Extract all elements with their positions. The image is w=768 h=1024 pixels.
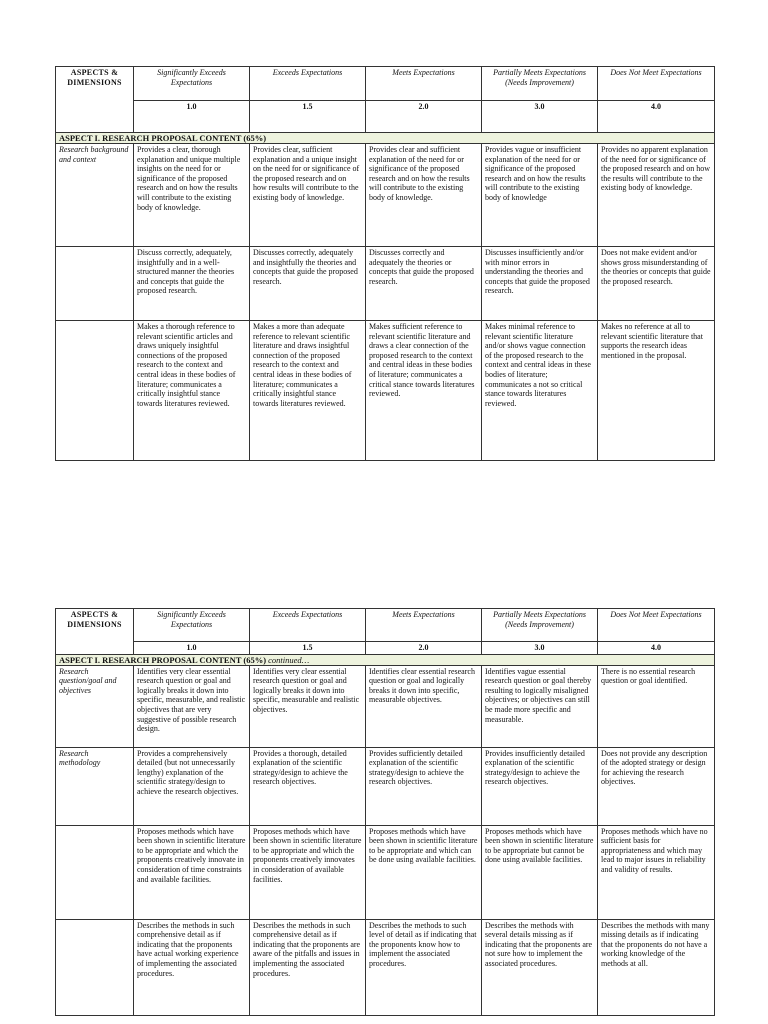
rubric-cell: Makes no reference at all to relevant scientific literature that supports the research ideas mentioned in the proposal.	[598, 321, 715, 461]
rubric-cell: Provides a thorough, detailed explanation of the scientific strategy/design to achieve the research objectives.	[250, 747, 366, 825]
rubric-cell: Does not make evident and/or shows gross misunderstanding of the theories or concepts that guide the proposed research.	[598, 247, 715, 321]
level-header-significantly-exceeds: Significantly Exceeds Expectations	[134, 609, 250, 642]
dimension-label	[56, 321, 134, 461]
rubric-cell: Makes a thorough reference to relevant scientific articles and draws uniquely insightful connections of the proposed research to the context and central ideas in these bodies of literature; communicates a critically insightful stance towards literatures reviewed.	[134, 321, 250, 461]
score-1-5: 1.5	[250, 101, 366, 133]
section-heading	[56, 133, 715, 144]
score-4-0: 4.0	[598, 101, 715, 133]
rubric-cell: Describes the methods with several details missing as if indicating that the proponents are not sure how to implement the associated procedures.	[482, 919, 598, 1015]
rubric-cell: Does not provide any description of the adopted strategy or design for achieving the research objectives.	[598, 747, 715, 825]
rubric-cell: Provides no apparent explanation of the need for or significance of the proposed research and on how the results will contribute to the existing body of knowledge.	[598, 144, 715, 247]
level-header-significantly-exceeds: Significantly Exceeds Expectations	[134, 67, 250, 101]
aspects-dimensions-header: ASPECTS & DIMENSIONS	[56, 67, 134, 133]
rubric-cell: Provides insufficiently detailed explanation of the scientific strategy/design to achieve the research objectives.	[482, 747, 598, 825]
level-header-partially-meets: Partially Meets Expectations (Needs Improvement)	[482, 67, 598, 101]
level-header-meets: Meets Expectations	[366, 609, 482, 642]
aspects-dimensions-header: ASPECTS & DIMENSIONS	[56, 609, 134, 655]
score-1-5: 1.5	[250, 642, 366, 655]
rubric-cell: There is no essential research question or goal identified.	[598, 665, 715, 747]
dimension-label: Research background and context	[56, 144, 134, 247]
rubric-cell: Makes a more than adequate reference to relevant scientific literature and draws insightful connection of the proposed research to the context and central ideas in these bodies of literature; communicates a critically insightful stance towards literatures reviewed.	[250, 321, 366, 461]
rubric-cell: Makes minimal reference to relevant scientific literature and/or shows vague connection of the proposed research to the context and central ideas in these bodies of literature; communicates a not so critical stance towards literatures reviewed.	[482, 321, 598, 461]
rubric-cell: Provides clear, sufficient explanation and a unique insight on the need for or significance of the proposed research and on how results will contribute to the existing body of knowledge.	[250, 144, 366, 247]
rubric-cell: Describes the methods in such comprehensive detail as if indicating that the proponents have actual working experience of implementing the associated procedures.	[134, 919, 250, 1015]
rubric-cell: Discusses correctly and adequately the theories or concepts that guide the proposed research.	[366, 247, 482, 321]
rubric-cell: Proposes methods which have no sufficient basis for appropriateness and which may lead to major issues in reliability and validity of results.	[598, 825, 715, 919]
dimension-label	[56, 825, 134, 919]
score-3-0: 3.0	[482, 642, 598, 655]
rubric-cell: Identifies very clear essential research question or goal and logically breaks it down into specific, measurable and realistic objectives.	[250, 665, 366, 747]
score-2-0: 2.0	[366, 642, 482, 655]
rubric-cell: Provides a comprehensively detailed (but not unnecessarily lengthy) explanation of the scientific strategy/design to achieve the research objectives.	[134, 747, 250, 825]
rubric-cell: Proposes methods which have been shown in scientific literature to be appropriate and which the proponents creatively innovate in consideration of time constraints and available facilities.	[134, 825, 250, 919]
rubric-cell: Provides clear and sufficient explanation of the need for or significance of the proposed research and on how the results will contribute to the existing body of knowledge.	[366, 144, 482, 247]
section-title: ASPECT I. RESEARCH PROPOSAL CONTENT (65%)	[59, 654, 267, 665]
rubric-table-2	[55, 608, 715, 1016]
rubric-cell: Identifies clear essential research question or goal and logically breaks it down into specific, measurable objectives.	[366, 665, 482, 747]
level-header-does-not-meet: Does Not Meet Expectations	[598, 67, 715, 101]
rubric-cell: Provides vague or insufficient explanation of the need for or significance of the proposed research and on how the results will contribute to the existing body of knowledge	[482, 144, 598, 247]
section-continued-label: continued…	[268, 654, 310, 665]
rubric-cell: Identifies very clear essential research question or goal and logically breaks it down into specific, measurable, and realistic objectives that are very suggestive of possible research design.	[134, 665, 250, 747]
rubric-cell: Identifies vague essential research question or goal thereby resulting to logically misaligned objectives; or objectives can still be made more specific and measurable.	[482, 665, 598, 747]
rubric-cell: Describes the methods in such comprehensive detail as if indicating that the proponents are aware of the pitfalls and issues in implementing the associated procedures.	[250, 919, 366, 1015]
dimension-label	[56, 919, 134, 1015]
level-header-partially-meets: Partially Meets Expectations (Needs Improvement)	[482, 609, 598, 642]
rubric-cell: Provides sufficiently detailed explanation of the scientific strategy/design to achieve the research objectives.	[366, 747, 482, 825]
dimension-label: Research question/goal and objectives	[56, 665, 134, 747]
section-heading	[56, 654, 715, 665]
level-header-does-not-meet: Does Not Meet Expectations	[598, 609, 715, 642]
level-header-meets: Meets Expectations	[366, 67, 482, 101]
rubric-cell: Makes sufficient reference to relevant scientific literature and draws a clear connection of the proposed research to the context and central ideas in these bodies of literature; communicates a critical stance towards literatures reviewed.	[366, 321, 482, 461]
rubric-table-1	[55, 66, 715, 461]
rubric-cell: Provides a clear, thorough explanation and unique multiple insights on the need for or significance of the proposed research and on how the results will contribute to the existing body of knowledge.	[134, 144, 250, 247]
rubric-cell: Proposes methods which have been shown in scientific literature to be appropriate but cannot be done using available facilities.	[482, 825, 598, 919]
level-header-exceeds: Exceeds Expectations	[250, 609, 366, 642]
dimension-label: Research methodology	[56, 747, 134, 825]
score-1-0: 1.0	[134, 101, 250, 133]
rubric-cell: Proposes methods which have been shown in scientific literature to be appropriate and which can be done using available facilities.	[366, 825, 482, 919]
score-2-0: 2.0	[366, 101, 482, 133]
level-header-exceeds: Exceeds Expectations	[250, 67, 366, 101]
rubric-cell: Discuss correctly, adequately, insightfully and in a well-structured manner the theories and concepts that guide the proposed research.	[134, 247, 250, 321]
rubric-cell: Discusses insufficiently and/or with minor errors in understanding the theories and concepts that guide the proposed research.	[482, 247, 598, 321]
rubric-cell: Proposes methods which have been shown in scientific literature to be appropriate and which the proponents creatively innovates in consideration of available facilities.	[250, 825, 366, 919]
score-1-0: 1.0	[134, 642, 250, 655]
score-3-0: 3.0	[482, 101, 598, 133]
dimension-label	[56, 247, 134, 321]
rubric-cell: Discusses correctly, adequately and insightfully the theories and concepts that guide the proposed research.	[250, 247, 366, 321]
rubric-cell: Describes the methods with many missing details as if indicating that the proponents do not have a working knowledge of the methods at all.	[598, 919, 715, 1015]
section-title: ASPECT I. RESEARCH PROPOSAL CONTENT (65%)	[59, 133, 267, 143]
rubric-cell: Describes the methods to such level of detail as if indicating that the proponents know how to implement the associated procedures.	[366, 919, 482, 1015]
score-4-0: 4.0	[598, 642, 715, 655]
